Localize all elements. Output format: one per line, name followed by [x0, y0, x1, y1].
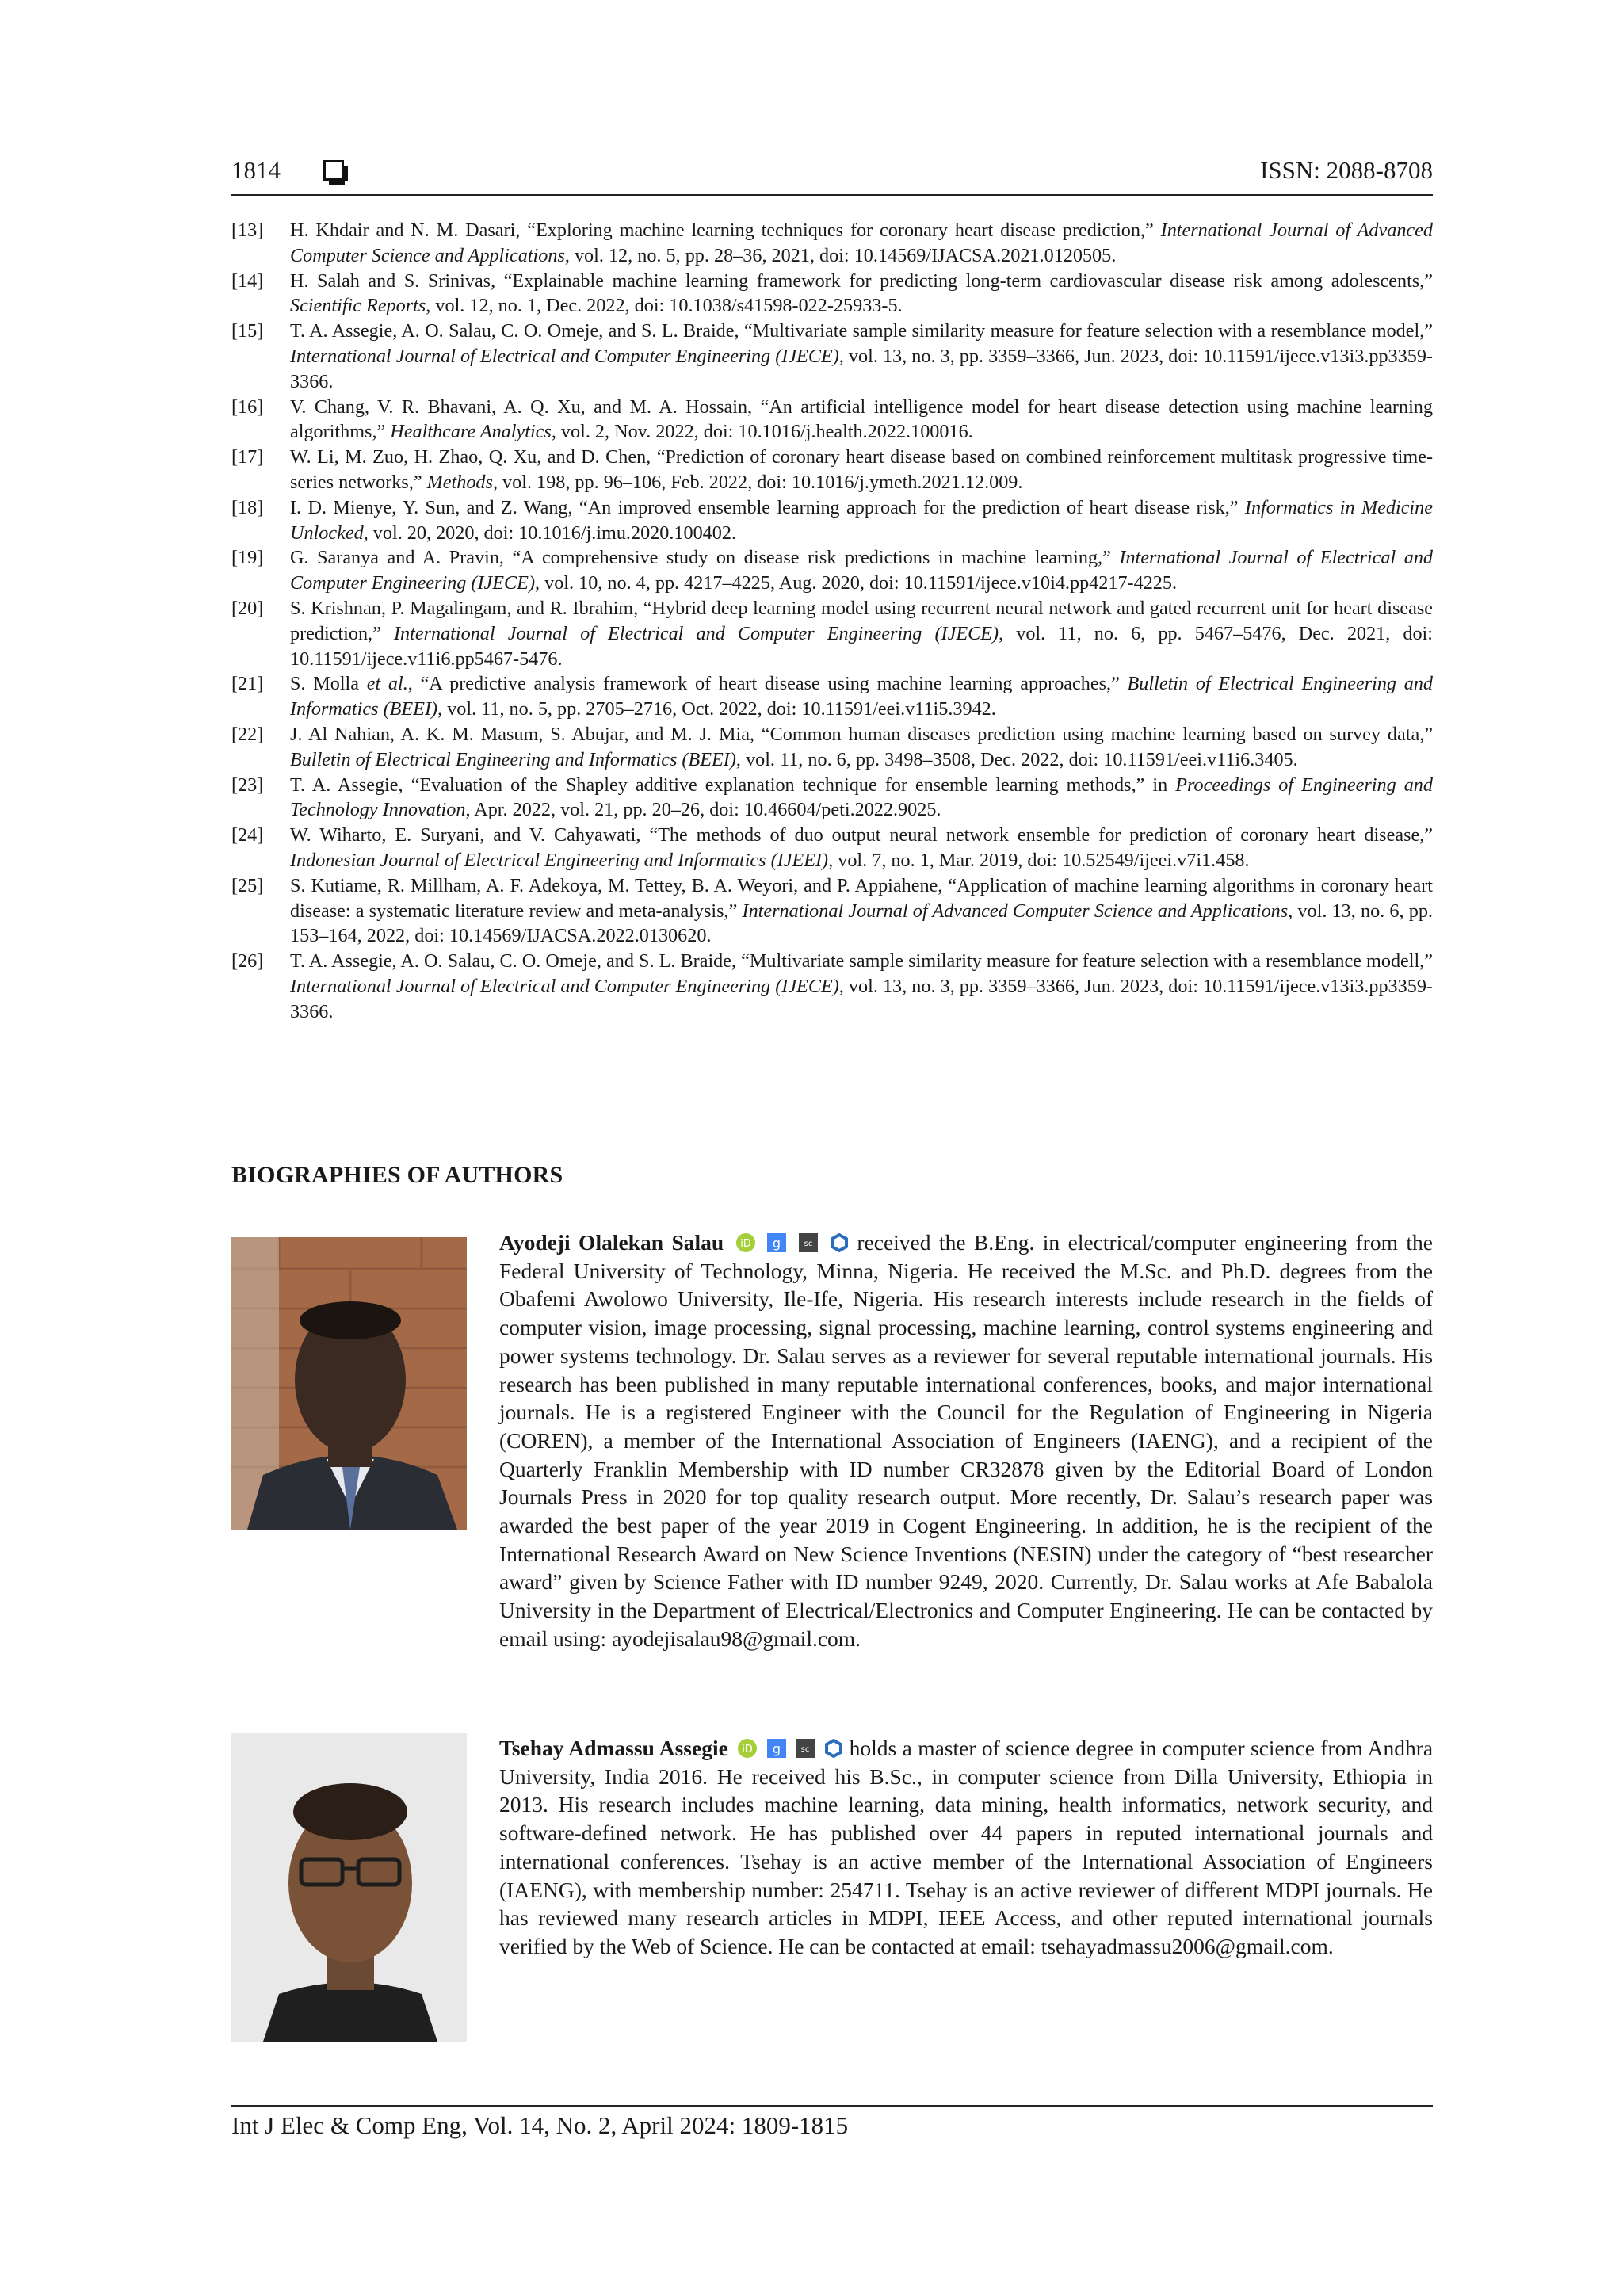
biographies-heading: BIOGRAPHIES OF AUTHORS	[231, 1162, 563, 1188]
svg-text:g: g	[772, 1236, 781, 1251]
reference-item	[231, 722, 1433, 773]
reference-number: [17]	[231, 446, 264, 468]
reference-segment: S. Krishnan, P. Magalingam, and R. Ibrahim, “Hybrid deep learning model using recurrent neural network and gated recurrent unit for heart disease prediction,”	[290, 597, 1433, 644]
reference-text	[290, 495, 1433, 546]
svg-text:sc: sc	[800, 1745, 810, 1754]
reference-number: [19]	[231, 547, 264, 569]
author-photo-assegie	[231, 1733, 467, 2042]
reference-number: [20]	[231, 597, 264, 619]
reference-number: [25]	[231, 874, 264, 896]
reference-number: [21]	[231, 673, 264, 695]
reference-text	[290, 823, 1433, 873]
reference-item	[231, 773, 1433, 823]
google-scholar-icon[interactable]	[767, 1231, 786, 1250]
reference-segment: , vol. 13, no. 3, pp. 3359–3366, Jun. 2023, doi: 10.11591/ijece.v13i3.pp3359-3366.	[290, 345, 1433, 392]
reference-text	[290, 722, 1433, 773]
svg-text:g: g	[772, 1741, 781, 1756]
orcid-icon[interactable]	[738, 1736, 757, 1755]
reference-venue: Healthcare Analytics	[390, 421, 552, 443]
reference-venue: Informatics in Medicine Unlocked	[290, 496, 1433, 544]
page-number: 1814	[231, 156, 281, 184]
reference-segment: I. D. Mienye, Y. Sun, and Z. Wang, “An improved ensemble learning approach for the prediction of heart disease risk,”	[290, 496, 1245, 518]
page-header	[231, 153, 1433, 196]
reference-segment: , vol. 11, no. 5, pp. 2705–2716, Oct. 2022, doi: 10.11591/eei.v11i5.3942.	[437, 698, 996, 720]
journal-box-icon	[323, 160, 344, 181]
reference-venue: Bulletin of Electrical Engineering and Informatics (BEEI)	[290, 673, 1434, 720]
reference-item	[231, 671, 1433, 722]
reference-segment: , vol. 20, 2020, doi: 10.1016/j.imu.2020.100402.	[363, 521, 737, 544]
reference-text	[290, 269, 1433, 319]
bio-assegie	[499, 1734, 1433, 1961]
reference-segment: W. Wiharto, E. Suryani, and V. Cahyawati, “The methods of duo output neural network ensemble for prediction of coronary heart disease,”	[290, 824, 1433, 846]
reference-venue: Bulletin of Electrical Engineering and Informatics (BEEI)	[290, 748, 736, 770]
reference-segment: G. Saranya and A. Pravin, “A comprehensive study on disease risk predictions in machine learning,”	[290, 547, 1120, 569]
reference-venue: International Journal of Electrical and Computer Engineering (IJECE)	[290, 345, 839, 367]
reference-segment: , vol. 13, no. 6, pp. 153–164, 2022, doi: 10.14569/IJACSA.2022.0130620.	[290, 900, 1433, 947]
reference-text	[290, 949, 1433, 1024]
reference-text	[290, 596, 1433, 671]
reference-segment: S. Kutiame, R. Millham, A. F. Adekoya, M. Tettey, B. A. Weyori, and P. Appiahene, “Application of machine learning algorithms in coronary heart disease: a systematic literature review and meta-analysis,”	[290, 874, 1433, 922]
bio-text: holds a master of science degree in computer science from Andhra University, India 2016. He received his B.Sc., in computer science from Dilla University, Ethiopia in 2013. His research includes machine learning, data mining, health informatics, network security, and software-defined network. He has published over 44 papers in reputed international journals and international conferences. Tsehay is an active member of the International Association of Engineers (IAENG), with membership number: 254711. Tsehay is an active reviewer of different MDPI journals. He has reviewed many research articles in MDPI, IEEE Access, and other reputed international journals verified by the Web of Science. He can be contacted at email: tsehayadmassu2006@gmail.com.	[499, 1736, 1434, 1958]
reference-segment: , vol. 2, Nov. 2022, doi: 10.1016/j.health.2022.100016.	[551, 421, 973, 443]
reference-text	[290, 773, 1433, 823]
reference-segment: V. Chang, V. R. Bhavani, A. Q. Xu, and M. A. Hossain, “An artificial intelligence model for heart disease detection using machine learning algorithms,”	[290, 395, 1433, 443]
reference-segment: , vol. 198, pp. 96–106, Feb. 2022, doi: 10.1016/j.ymeth.2021.12.009.	[492, 471, 1023, 493]
reference-item	[231, 873, 1433, 949]
reference-text	[290, 319, 1433, 394]
svg-text:iD: iD	[742, 1744, 753, 1755]
reference-item	[231, 949, 1433, 1024]
svg-text:sc: sc	[804, 1240, 812, 1248]
reference-segment: W. Li, M. Zuo, H. Zhao, Q. Xu, and D. Chen, “Prediction of coronary heart disease based on combined reinforcement multitask progressive time-series networks,”	[290, 446, 1433, 493]
reference-number: [23]	[231, 774, 264, 796]
reference-venue: International Journal of Electrical and Computer Engineering (IJECE)	[290, 975, 839, 997]
reference-number: [13]	[231, 220, 264, 241]
author-photo-salau	[231, 1237, 467, 1530]
reference-venue: Scientific Reports	[290, 295, 426, 317]
reference-venue: International Journal of Advanced Computer Science and Applications	[290, 220, 1433, 266]
reference-item	[231, 319, 1433, 394]
reference-item	[231, 495, 1433, 546]
reference-text	[290, 671, 1433, 722]
reference-text	[290, 218, 1433, 269]
reference-item	[231, 395, 1433, 445]
reference-segment: T. A. Assegie, A. O. Salau, C. O. Omeje, and S. L. Braide, “Multivariate sample similarity measure for feature selection with a resemblance modell,”	[290, 950, 1433, 972]
reference-segment: S. Molla	[290, 673, 367, 695]
google-scholar-icon[interactable]	[767, 1736, 786, 1755]
reference-number: [16]	[231, 395, 264, 418]
reference-venue: et al.	[366, 673, 408, 695]
reference-segment: T. A. Assegie, “Evaluation of the Shapley additive explanation technique for ensemble learning methods,” in	[290, 774, 1176, 796]
bio-salau	[499, 1228, 1433, 1653]
reference-item	[231, 545, 1433, 596]
reference-segment: T. A. Assegie, A. O. Salau, C. O. Omeje, and S. L. Braide, “Multivariate sample similarity measure for feature selection with a resemblance model,”	[290, 320, 1433, 342]
reference-number: [14]	[231, 269, 264, 292]
header-left	[231, 156, 344, 185]
reference-venue: Methods	[426, 471, 493, 493]
author-name: Ayodeji Olalekan Salau	[499, 1230, 724, 1255]
reference-list	[231, 218, 1433, 1025]
reference-text	[290, 545, 1433, 596]
reference-segment: , vol. 11, no. 6, pp. 5467–5476, Dec. 2021, doi: 10.11591/ijece.v11i6.pp5467-5476.	[290, 622, 1434, 670]
reference-item	[231, 823, 1433, 873]
reference-segment: , Apr. 2022, vol. 21, pp. 20–26, doi: 10.46604/peti.2022.9025.	[465, 799, 941, 821]
reference-segment: , vol. 12, no. 1, Dec. 2022, doi: 10.1038/s41598-022-25933-5.	[426, 295, 903, 317]
reference-segment: , vol. 7, no. 1, Mar. 2019, doi: 10.52549/ijeei.v7i1.458.	[828, 849, 1250, 871]
publons-icon[interactable]	[824, 1736, 843, 1755]
publons-icon[interactable]	[830, 1231, 849, 1250]
reference-segment: , vol. 12, no. 5, pp. 28–36, 2021, doi: 10.14569/IJACSA.2021.0120505.	[564, 244, 1117, 266]
reference-segment: H. Khdair and N. M. Dasari, “Exploring machine learning techniques for coronary heart disease prediction,”	[290, 220, 1161, 241]
reference-venue: Proceedings of Engineering and Technology Innovation	[290, 774, 1433, 821]
reference-item	[231, 445, 1433, 495]
reference-item	[231, 596, 1433, 671]
reference-venue: International Journal of Advanced Computer Science and Applications	[742, 900, 1289, 922]
reference-number: [15]	[231, 320, 264, 342]
orcid-icon[interactable]	[736, 1231, 755, 1250]
svg-text:iD: iD	[739, 1238, 751, 1250]
scopus-icon[interactable]	[799, 1231, 818, 1250]
reference-segment: H. Salah and S. Srinivas, “Explainable machine learning framework for predicting long-term cardiovascular disease risk among adolescents,”	[290, 269, 1433, 292]
reference-number: [26]	[231, 950, 264, 972]
reference-segment: , vol. 11, no. 6, pp. 3498–3508, Dec. 2022, doi: 10.11591/eei.v11i6.3405.	[735, 748, 1298, 770]
page-footer: Int J Elec & Comp Eng, Vol. 14, No. 2, April 2024: 1809-1815	[231, 2105, 1433, 2140]
reference-item	[231, 269, 1433, 319]
reference-segment: , “A predictive analysis framework of heart disease using machine learning approaches,”	[407, 673, 1128, 695]
reference-venue: International Journal of Electrical and Computer Engineering (IJECE)	[290, 547, 1434, 594]
reference-segment: , vol. 13, no. 3, pp. 3359–3366, Jun. 2023, doi: 10.11591/ijece.v13i3.pp3359-3366.	[290, 975, 1433, 1022]
reference-text	[290, 873, 1433, 949]
issn: ISSN: 2088-8708	[1260, 156, 1433, 184]
bio-text: received the B.Eng. in electrical/computer engineering from the Federal University of Technology, Minna, Nigeria. He received the M.Sc. and Ph.D. degrees from the Obafemi Awolowo University, Ile-Ife, Nigeria. His research interests include research in the fields of computer vision, image processing, signal processing, machine learning, control systems engineering and power systems technology. Dr. Salau serves as a reviewer for several reputable international journals. His research has been published in many reputable international conferences, books, and major international journals. He is a registered Engineer with the Council for the Regulation of Engineering in Nigeria (COREN), a member of the International Association of Engineers (IAENG), and a recipient of the Quarterly Franklin Membership with ID number CR32878 given by the Editorial Board of London Journals Press in 2020 for top quality research output. More recently, Dr. Salau’s research paper was awarded the best paper of the year 2019 in Cogent Engineering. In addition, he is the recipient of the International Research Award on New Science Inventions (NESIN) under the category of “best researcher award” given by Science Father with ID number 9249, 2020. Currently, Dr. Salau works at Afe Babalola University in the Department of Electrical/Electronics and Computer Engineering. He can be contacted by email using: ayodejisalau98@gmail.com.	[499, 1230, 1434, 1651]
author-name: Tsehay Admassu Assegie	[499, 1736, 728, 1760]
reference-venue: Indonesian Journal of Electrical Engineering and Informatics (IJEEI)	[290, 849, 829, 871]
scopus-icon[interactable]	[796, 1736, 815, 1755]
reference-segment: , vol. 10, no. 4, pp. 4217–4225, Aug. 2020, doi: 10.11591/ijece.v10i4.pp4217-4225.	[535, 572, 1178, 594]
reference-number: [22]	[231, 723, 264, 745]
reference-item	[231, 218, 1433, 269]
reference-text	[290, 395, 1433, 445]
reference-number: [24]	[231, 824, 264, 846]
reference-number: [18]	[231, 496, 264, 518]
reference-venue: International Journal of Electrical and Computer Engineering (IJECE)	[393, 622, 999, 644]
reference-segment: J. Al Nahian, A. K. M. Masum, S. Abujar, and M. J. Mia, “Common human diseases prediction using machine learning based on survey data,”	[290, 723, 1433, 745]
reference-text	[290, 445, 1433, 495]
